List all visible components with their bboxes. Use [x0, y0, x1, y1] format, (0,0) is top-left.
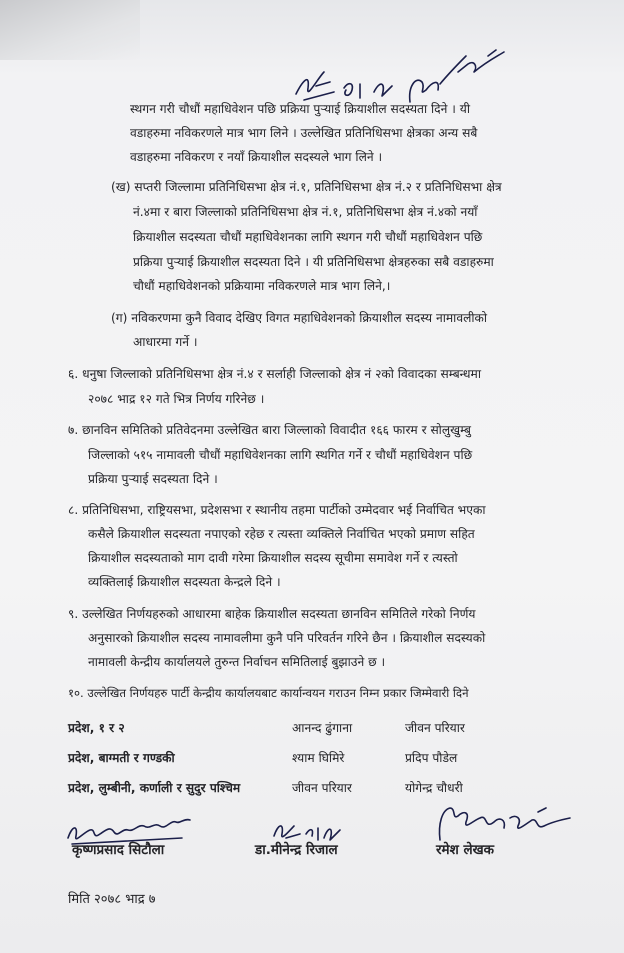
paragraph-line: स्थगन गरी चौधौं महाधिवेशन पछि प्रक्रिया पुऱ्याई क्रियाशील सदस्यता दिने । यी: [130, 102, 470, 116]
paragraph-line: व्यक्तिलाई क्रियाशील सदस्यता केन्द्रले दिने ।: [88, 575, 281, 589]
document-date: मिति २०७८ भाद्र ७: [68, 892, 156, 907]
signatory-name: कृष्णप्रसाद सिटौला: [72, 842, 165, 858]
paragraph-line: क्रियाशील सदस्यताको माग दावी गरेमा क्रियाशील सदस्य सूचीमा समावेश गर्ने र त्यस्तो: [88, 551, 458, 565]
table-person: योगेन्द्र चौधरी: [405, 781, 463, 795]
paragraph-line: जिल्लाको ५१५ नामावली चौधौं महाधिवेशनका लागि स्थगित गर्ने र चौधौं महाधिवेशन पछि: [88, 448, 473, 462]
signatory-name: डा.मीनेन्द्र रिजाल: [255, 842, 338, 858]
table-person: श्याम घिमिरे: [292, 751, 345, 765]
paragraph-line: २०७८ भाद्र १२ गते भित्र निर्णय गरिनेछ ।: [88, 392, 265, 406]
paragraph-line: १०. उल्लेखित निर्णयहरु पार्टी केन्द्रीय कार्यालयबाट कार्यान्वयन गराउन निम्न प्रकार जिम्मेवारी दिने: [68, 686, 469, 700]
paragraph-line: कसैले क्रियाशील सदस्यता नपाएको रहेछ र त्यस्ता व्यक्तिले निर्वाचित भएको प्रमाण सहित: [88, 527, 475, 541]
paragraph-line: प्रक्रिया पुऱ्याई क्रियाशील सदस्यता दिने । यी प्रतिनिधिसभा क्षेत्रहरुका सबै वडाहरुमा: [133, 255, 494, 269]
signature-lekhak: [430, 800, 580, 846]
paragraph-line: ९. उल्लेखित निर्णयहरुको आधारमा बाहेक क्रियाशील सदस्यता छानविन समितिले गरेको निर्णय: [68, 607, 476, 621]
signatory-name: रमेश लेखक: [436, 842, 495, 858]
paragraph-line: (ग) नविकरणमा कुनै विवाद देखिए विगत महाधिवेशनको क्रियाशील सदस्य नामावलीको: [111, 311, 488, 325]
paragraph-line: अनुसारको क्रियाशील सदस्य नामावलीमा कुनै पनि परिवर्तन गरिने छैन । क्रियाशील सदस्यको: [88, 631, 486, 645]
paragraph-line: आधारमा गर्ने ।: [133, 335, 198, 349]
paragraph-line: (ख) सप्तरी जिल्लामा प्रतिनिधिसभा क्षेत्र नं.१, प्रतिनिधिसभा क्षेत्र नं.२ र प्रतिनिधिसभा क्षेत्र: [111, 180, 502, 194]
table-province: प्रदेश, १ र २: [68, 721, 125, 735]
table-person: जीवन परियार: [292, 781, 352, 795]
table-province: प्रदेश, बाग्मती र गण्डकी: [68, 751, 175, 765]
paragraph-line: ६. धनुषा जिल्लाको प्रतिनिधिसभा क्षेत्र नं.४ र सर्लाही जिल्लाको क्षेत्र नं २को विवादका सम्बन्धमा: [68, 367, 481, 381]
paragraph-line: ७. छानविन समितिको प्रतिवेदनमा उल्लेखित बारा जिल्लाको विवादीत १६६ फारम र सोलुखुम्बु: [68, 423, 471, 437]
paragraph-line: चौधौं महाधिवेशनको प्रक्रियामा नविकरणले मात्र भाग लिने,।: [133, 279, 391, 293]
page-fold-shadow: [0, 0, 140, 60]
paragraph-line: क्रियाशील सदस्यता चौधौं महाधिवेशनका लागि स्थगन गरी चौधौं महाधिवेशन पछि: [133, 230, 483, 244]
table-person: आनन्द ढुंगाना: [292, 721, 353, 735]
paragraph-line: प्रक्रिया पुऱ्याई सदस्यता दिने ।: [88, 472, 218, 486]
table-province: प्रदेश, लुम्बीनी, कर्णाली र सुदुर पश्चिम: [68, 781, 241, 795]
paragraph-line: नामावली केन्द्रीय कार्यालयले तुरुन्त निर्वाचन समितिलाई बुझाउने छ ।: [88, 655, 386, 669]
paragraph-line: ८. प्रतिनिधिसभा, राष्ट्रियसभा, प्रदेशसभा र स्थानीय तहमा पार्टीको उम्मेदवार भई निर्वाचित भएका: [68, 503, 486, 517]
table-person: प्रदिप पौडेल: [405, 751, 458, 765]
paragraph-line: वडाहरुमा नविकरण र नयाँ क्रियाशील सदस्यले भाग लिने ।: [130, 150, 383, 164]
paragraph-line: वडाहरुमा नविकरणले मात्र भाग लिने । उल्लेखित प्रतिनिधिसभा क्षेत्रका अन्य सबै: [130, 126, 478, 140]
table-person: जीवन परियार: [405, 721, 465, 735]
paragraph-line: नं.४मा र बारा जिल्लाको प्रतिनिधिसभा क्षेत्र नं.१, प्रतिनिधिसभा क्षेत्र नं.४को नयाँ: [133, 205, 478, 219]
